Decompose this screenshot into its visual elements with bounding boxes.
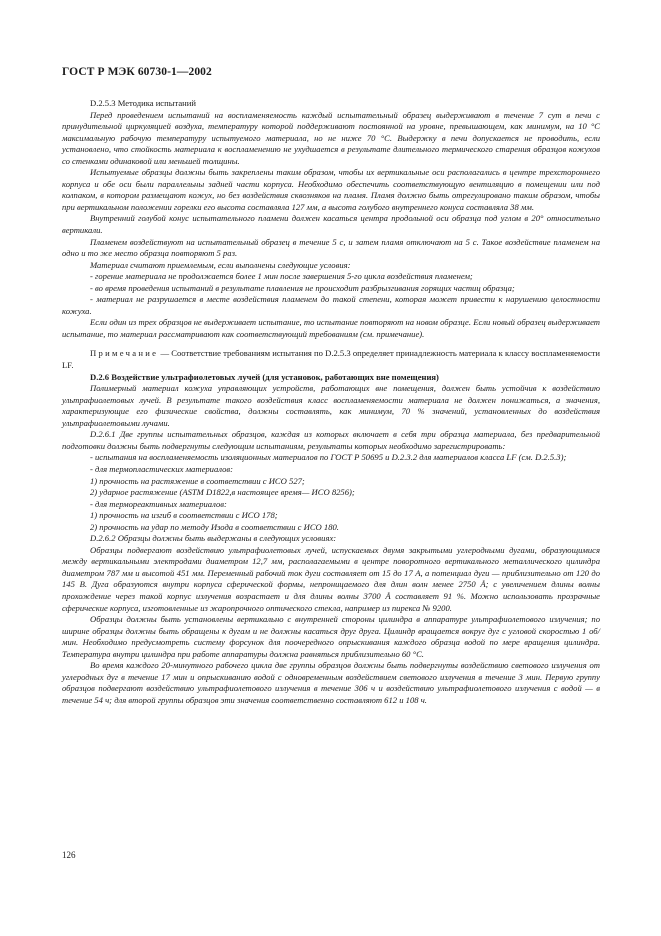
paragraph: - испытания на воспламеняемость изоляционных материалов по ГОСТ Р 50695 и D.2.3.2 для материалов класса LF (см. D.2.5.3);	[90, 452, 567, 463]
paragraph: - для термореактивных материалов:	[90, 498, 227, 509]
section-heading: D.2.6 Воздействие ультрафиолетовых лучей (для установок, работающих вне помещения)	[90, 371, 439, 382]
paragraph: - для термопластических материалов:	[90, 463, 234, 474]
paragraph: 1) прочность на растяжение в соответствии с ИСО 527;	[90, 475, 305, 486]
paragraph: Материал считают приемлемым, если выполнены следующие условия:	[90, 259, 351, 270]
paragraph: Испытуемые образцы должны быть закреплены таким образом, чтобы их вертикальные оси располагались в центре трехстороннего корпуса и обе оси были параллельны задней части корпуса. Необходимо обеспечить соответствующую вентиляцию в помещении или под колпаком, в котором размещают кожух, но без воздействия сквозняков на пламя. Пламя должно быть отрегулировано таким образом, чтобы при вертикальном положении горелки его высота составляла 127 мм, а высота голубого внутреннего конуса составляла 38 мм.	[62, 167, 600, 212]
paragraph: Полимерный материал кожуха управляющих устройств, работающих вне помещения, должен быть устойчив к воздействию ультрафиолетовых лучей. В результате такого воздействия класс воспламеняемости материала не должен понижаться, а значения, характеризующие его физические свойства, должны составлять, как минимум, 70 % значений, установленных до воздействия ультрафиолетовыми лучами.	[62, 383, 600, 428]
paragraph: 1) прочность на изгиб в соответствии с ИСО 178;	[90, 510, 278, 521]
note-text: — Соответствие требованиям испытания по D.2.5.3 определяет принадлежность материала к классу воспламеняемости LF.	[62, 348, 600, 371]
paragraph: D.2.6.2 Образцы должны быть выдержаны в следующих условиях:	[90, 533, 337, 544]
paragraph: Пламенем воздействуют на испытательный образец в течение 5 с, и затем пламя отключают на 5 с. Такое воздействие пламенем на одно и то же место образца повторяют 5 раз.	[62, 236, 600, 259]
paragraph: - во время проведения испытаний в результате плавления не происходит разбрызгивания горящих частиц образца;	[90, 282, 515, 293]
paragraph: 2) ударное растяжение (ASTM D1822,в настоящее время— ИСО 8256);	[90, 487, 355, 498]
paragraph: - горение материала не продолжается более 1 мин после завершения 5-го цикла воздействия пламенем;	[90, 271, 473, 282]
paragraph: Образцы подвергают воздействию ультрафиолетовых лучей, испускаемых двумя закрытыми углеродными дугами, образующимися между вертикальными электродами диаметром 12,7 мм, располагаемыми в центре поворотного вертикального металлического цилиндра диаметром 787 мм и высотой 451 мм. Переменный рабочий ток дуги составляет от 15 до 17 А, а потенциал дуги — приблизительно от 120 до 145 В. Дуга образуются внутри корпуса сферической формы, непроницаемого для длин волн менее 2750 Å; с увеличением длины волны прохождение через такой корпус излучения возрастает и для длины волны 3700 Å составляет 91 %. Можно использовать прозрачные сферические корпуса, изготовленные из жаропрочного оптического стекла, например из пирекса № 9200.	[62, 544, 600, 613]
document-header: ГОСТ Р МЭК 60730-1—2002	[62, 66, 212, 78]
paragraph: Внутренний голубой конус испытательного пламени должен касаться центра продольной оси образца под углом в 20° относительно вертикали.	[62, 213, 600, 236]
document-body	[62, 98, 600, 706]
note-paragraph	[62, 348, 600, 371]
paragraph: Если один из трех образцов не выдерживает испытание, то испытание повторяют на новом образце. Если новый образец выдерживает испытание, то материал рассматривают как соответствующий требованиям (см. примечание).	[62, 317, 600, 339]
note-label: Примечание	[90, 348, 159, 359]
paragraph: D.2.5.3 Методика испытаний	[90, 98, 196, 108]
page-number: 126	[62, 850, 76, 860]
paragraph: D.2.6.1 Две группы испытательных образцов, каждая из которых включает в себя три образца материала, без предварительной подготовки должны быть подвергнуты следующим испытаниям, результаты которых необходимо зарегистрировать:	[62, 429, 600, 451]
paragraph: Перед проведением испытаний на воспламеняемость каждый испытательный образец выдерживают в течение 7 сут в печи с принудительной циркуляцией воздуха, температуру которой поддерживают постоянной на уровне, превышающем, как минимум, на 10 °С максимальную рабочую температуру испытуемого материала, но не ниже 70 °С. Выдержку в печи допускается не проводить, если установлено, что стойкость материала к воспламенению не ухудшается в результате длительного термического старения образцов кожухов со стенками одинаковой или меньшей толщины.	[62, 109, 600, 166]
paragraph: Во время каждого 20-минутного рабочего цикла две группы образцов должны быть подвергнуты воздействию светового излучения от углеродных дуг в течение 17 мин и опрыскиванию водой с одновременным воздействием светового излучения в течение 3 мин. Первую группу образцов подвергают воздействию ультрафиолетового излучения в течение 306 ч и воздействию ультрафиолетового излучения с водой — в течение 54 ч; для второй группы образцов эти значения соответственно составляют 612 и 108 ч.	[62, 660, 600, 705]
paragraph: 2) прочность на удар по методу Изода в соответствии с ИСО 180.	[90, 521, 339, 532]
paragraph: - материал не разрушается в месте воздействия пламенем до такой степени, которая может привести к нарушению целостности кожуха.	[62, 294, 600, 316]
paragraph: Образцы должны быть установлены вертикально с внутренней стороны цилиндра в аппаратуре ультрафиолетового излучения; по ширине образцы должны быть обращены к дугам и не должны касаться друг друга. Цилиндр вращается вокруг дуг с угловой скоростью 1 об/мин. Необходимо предусмотреть систему форсунок для поочередного опрыскивания каждого образца водой по мере вращения цилиндра. Температура внутри цилиндра при работе аппаратуры должна равняться приблизительно 60 °С.	[62, 614, 600, 659]
